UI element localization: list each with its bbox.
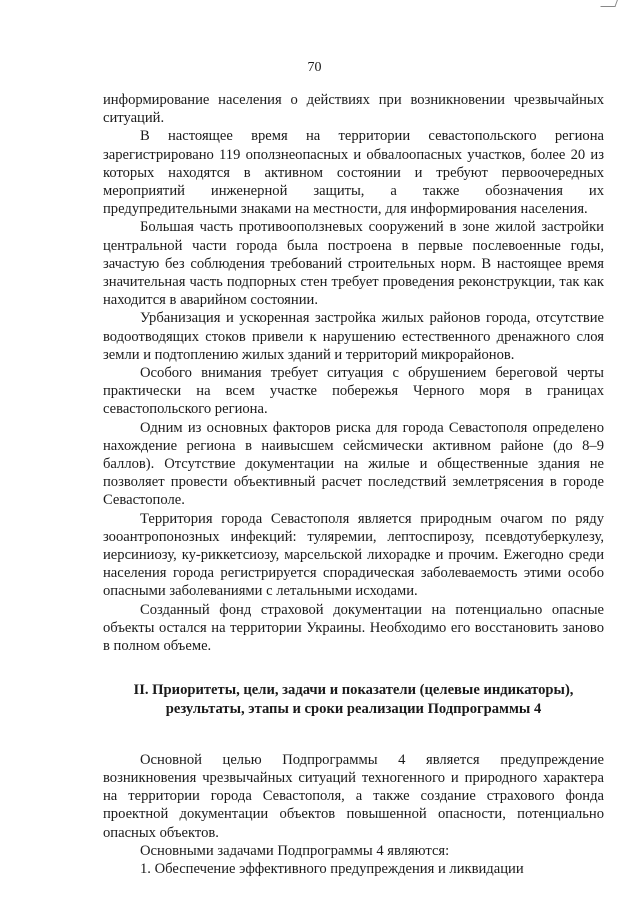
section-heading: II. Приоритеты, цели, задачи и показатели (целевые индикаторы), результаты, этапы и сроки реализации Подпрограммы 4 — [133, 682, 574, 717]
document-body — [103, 91, 604, 878]
paragraph: Особого внимания требует ситуация с обрушением береговой черты практически на всем участке побережья Черного моря в границах севастопольского региона. — [103, 365, 604, 418]
list-item: 1. Обеспечение эффективного предупреждения и ликвидации — [140, 860, 524, 877]
paragraph: Основными задачами Подпрограммы 4 являются: — [140, 842, 450, 859]
corner-mark — [600, 0, 618, 7]
paragraph: Одним из основных факторов риска для города Севастополя определено нахождение региона в наивысшем сейсмически активном районе (до 8–9 баллов). Отсутствие документации на жилые и общественные здания не позволяет провести объективный расчет последствий землетрясения в городе Севастополе. — [103, 419, 604, 509]
page-number: 70 — [307, 60, 322, 75]
paragraph: В настоящее время на территории севастопольского региона зарегистрировано 119 оползнеопасных и обвалоопасных участков, более 20 из которых находятся в активном состоянии и требуют первоочередных мероприятий инженерной защиты, а также обозначения их предупредительными знаками на местности, для информирования населения. — [103, 128, 604, 218]
paragraph: информирование населения о действиях при возникновении чрезвычайных ситуаций. — [103, 92, 604, 127]
paragraph: Основной целью Подпрограммы 4 является предупреждение возникновения чрезвычайных ситуаций техногенного и природного характера на территории города Севастополя, а также создание страхового фонда проектной документации объектов повышенной опасности, потенциально опасных объектов. — [103, 751, 604, 841]
paragraph: Созданный фонд страховой документации на потенциально опасные объекты остался на территории Украины. Необходимо его восстановить заново в полном объеме. — [103, 601, 604, 655]
paragraph: Территория города Севастополя является природным очагом по ряду зооантропонозных инфекций: туляремии, лептоспирозу, псевдотуберкулезу, иерсиниозу, ку-риккетсиозу, марсельской лихорадке и прочим. Ежегодно среди населения города регистрируется спорадическая заболеваемость этими особо опасными заболеваниями с летальными исходами. — [103, 510, 604, 600]
paragraph: Урбанизация и ускоренная застройка жилых районов города, отсутствие водоотводящих стоков привели к нарушению естественного дренажного слоя земли и подтоплению жилых зданий и территорий микрорайонов. — [103, 310, 604, 363]
paragraph: Большая часть противооползневых сооружений в зоне жилой застройки центральной части города была построена в первые послевоенные годы, зачастую без соблюдения требований строительных норм. В настоящее время значительная часть подпорных стен требует проведения реконструкции, так как находится в аварийном состоянии. — [103, 219, 604, 309]
